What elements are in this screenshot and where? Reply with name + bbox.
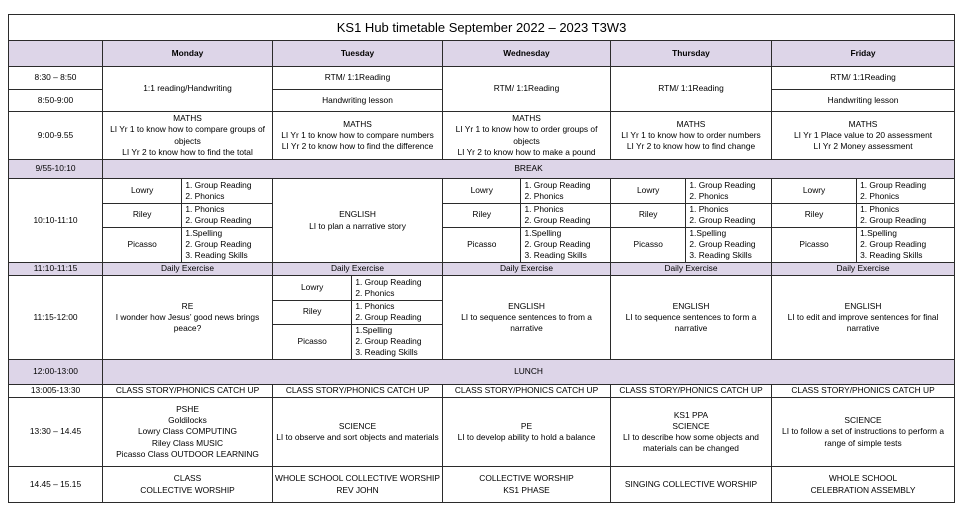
objective: LI to plan a narrative story bbox=[309, 220, 406, 231]
time-slot: 13:30 – 14.45 bbox=[9, 398, 103, 467]
group-activities: 1.Spelling 2. Group Reading 3. Reading Skills bbox=[185, 228, 252, 261]
english-friday bbox=[772, 276, 955, 360]
objective: LI Yr 2 to know how to find the total bbox=[122, 146, 253, 157]
group-table bbox=[772, 179, 954, 262]
worship-monday: CLASS COLLECTIVE WORSHIP bbox=[103, 467, 273, 503]
subject-label: MATHS bbox=[512, 113, 541, 124]
group-label-picasso: Picasso bbox=[103, 227, 182, 262]
group-activities: 1. Phonics 2. Group Reading bbox=[352, 300, 442, 324]
worship-tuesday: WHOLE SCHOOL COLLECTIVE WORSHIP REV JOHN bbox=[273, 467, 443, 503]
group-activities: 1. Group Reading 2. Phonics bbox=[857, 179, 954, 203]
worship-friday: WHOLE SCHOOL CELEBRATION ASSEMBLY bbox=[772, 467, 955, 503]
afternoon-wednesday bbox=[443, 398, 611, 467]
subject-label: RE bbox=[181, 300, 194, 311]
time-slot: 10:10-11:10 bbox=[9, 179, 103, 263]
subject-label: MATHS bbox=[848, 118, 878, 129]
group-table bbox=[103, 179, 272, 262]
group-label-lowry: Lowry bbox=[443, 179, 521, 203]
time-slot: 11:10-11:15 bbox=[9, 263, 103, 276]
group-activities: 1.Spelling 2. Group Reading 3. Reading Skills bbox=[689, 228, 756, 261]
worship-thursday: SINGING COLLECTIVE WORSHIP bbox=[611, 467, 772, 503]
groups-friday bbox=[772, 179, 955, 263]
timetable-title: KS1 Hub timetable September 2022 – 2023 T3W3 bbox=[9, 15, 955, 41]
objective: LI to sequence sentences to from a narrative bbox=[461, 311, 592, 334]
early-tuesday-1: RTM/ 1:1Reading bbox=[273, 67, 443, 90]
english-tuesday bbox=[273, 179, 443, 263]
objective: LI to describe how some objects and materials can be changed bbox=[623, 432, 759, 454]
story-thursday: CLASS STORY/PHONICS CATCH UP bbox=[611, 385, 772, 398]
time-slot: 11:15-12:00 bbox=[9, 276, 103, 360]
subject-label: MATHS bbox=[676, 118, 706, 129]
group-activities: 1. Group Reading 2. Phonics bbox=[686, 179, 771, 203]
objective: I wonder how Jesus’ good news brings peace? bbox=[115, 311, 260, 334]
objective: LI Yr 2 to know how to make a pound bbox=[457, 146, 596, 157]
subject-label: ENGLISH bbox=[672, 300, 710, 311]
early-monday: 1:1 reading/Handwriting bbox=[103, 67, 273, 112]
early-wednesday: RTM/ 1:1Reading bbox=[443, 67, 611, 112]
group-label-picasso: Picasso bbox=[772, 227, 857, 262]
early-friday-1: RTM/ 1:1Reading bbox=[772, 67, 955, 90]
groups-monday bbox=[103, 179, 273, 263]
group-label-lowry: Lowry bbox=[611, 179, 686, 203]
objective: LI to follow a set of instructions to perform a range of simple tests bbox=[782, 426, 945, 448]
story-monday: CLASS STORY/PHONICS CATCH UP bbox=[103, 385, 273, 398]
break-row: BREAK bbox=[103, 160, 955, 179]
maths-thursday bbox=[611, 112, 772, 160]
afternoon-thursday: KS1 PPA SCIENCE LI to describe how some objects and materials can be changed bbox=[611, 398, 772, 467]
time-slot: 9/55-10:10 bbox=[9, 160, 103, 179]
worship-wednesday: COLLECTIVE WORSHIP KS1 PHASE bbox=[443, 467, 611, 503]
group-activities: 1. Phonics 2. Group Reading bbox=[686, 203, 771, 227]
english-wednesday bbox=[443, 276, 611, 360]
objective: LI to observe and sort objects and materials bbox=[276, 432, 439, 442]
group-table bbox=[611, 179, 771, 262]
groups-thursday bbox=[611, 179, 772, 263]
objective: LI Yr 1 Place value to 20 assessment bbox=[793, 129, 933, 140]
objective: LI Yr 1 to know how to order groups of objects bbox=[455, 124, 598, 146]
subject-label: PE bbox=[520, 420, 533, 431]
exercise-thursday: Daily Exercise bbox=[611, 263, 772, 276]
maths-tuesday bbox=[273, 112, 443, 160]
time-slot: 8:50-9:00 bbox=[9, 90, 103, 112]
early-friday-2: Handwriting lesson bbox=[772, 90, 955, 112]
objective: LI to edit and improve sentences for final narrative bbox=[787, 311, 939, 334]
groups-wednesday bbox=[443, 179, 611, 263]
objective: LI Yr 1 to know how to compare numbers bbox=[281, 129, 434, 140]
subject-label: MATHS bbox=[173, 113, 202, 124]
afternoon-tuesday bbox=[273, 398, 443, 467]
objective: LI Yr 1 to know how to order numbers bbox=[621, 129, 761, 140]
exercise-friday: Daily Exercise bbox=[772, 263, 955, 276]
english-thursday bbox=[611, 276, 772, 360]
maths-wednesday bbox=[443, 112, 611, 160]
afternoon-monday: PSHE Goldilocks Lowry Class COMPUTING Riley Class MUSIC Picasso Class OUTDOOR LEARNING bbox=[103, 398, 273, 467]
subject-label: KS1 PPA bbox=[673, 409, 709, 420]
group-label-picasso: Picasso bbox=[611, 227, 686, 262]
group-label-riley: Riley bbox=[772, 203, 857, 227]
objective: LI Yr 2 to know how to find change bbox=[626, 141, 756, 152]
objective: LI Yr 1 to know how to compare groups of objects bbox=[110, 124, 265, 146]
objective: LI Yr 2 Money assessment bbox=[813, 141, 913, 152]
maths-monday bbox=[103, 112, 273, 160]
early-tuesday-2: Handwriting lesson bbox=[273, 90, 443, 112]
objective: LI to develop ability to hold a balance bbox=[457, 432, 596, 442]
group-label-riley: Riley bbox=[273, 300, 352, 324]
group-label-lowry: Lowry bbox=[273, 276, 352, 300]
groups-tuesday bbox=[273, 276, 443, 360]
objective: LI Yr 2 to know how to find the difference bbox=[281, 141, 434, 152]
day-header-tuesday: Tuesday bbox=[273, 41, 443, 67]
group-label-riley: Riley bbox=[103, 203, 182, 227]
group-table bbox=[443, 179, 610, 262]
re-monday bbox=[103, 276, 273, 360]
time-slot: 13:005-13:30 bbox=[9, 385, 103, 398]
time-header bbox=[9, 41, 103, 67]
subject-label: ENGLISH bbox=[844, 300, 882, 311]
subject-label: MATHS bbox=[343, 118, 372, 129]
group-activities: 1. Phonics 2. Group Reading bbox=[521, 203, 610, 227]
day-header-thursday: Thursday bbox=[611, 41, 772, 67]
story-tuesday: CLASS STORY/PHONICS CATCH UP bbox=[273, 385, 443, 398]
story-friday: CLASS STORY/PHONICS CATCH UP bbox=[772, 385, 955, 398]
exercise-monday: Daily Exercise bbox=[103, 263, 273, 276]
story-wednesday: CLASS STORY/PHONICS CATCH UP bbox=[443, 385, 611, 398]
subject-label: PSHE bbox=[176, 404, 199, 415]
timetable-container bbox=[8, 14, 954, 503]
early-thursday: RTM/ 1:1Reading bbox=[611, 67, 772, 112]
time-slot: 14.45 – 15.15 bbox=[9, 467, 103, 503]
group-activities: 1. Group Reading 2. Phonics bbox=[352, 276, 442, 300]
time-slot: 9:00-9.55 bbox=[9, 112, 103, 160]
day-header-wednesday: Wednesday bbox=[443, 41, 611, 67]
group-label-lowry: Lowry bbox=[772, 179, 857, 203]
group-activities: 1. Phonics 2. Group Reading bbox=[182, 203, 272, 227]
subject-label: ENGLISH bbox=[339, 209, 376, 220]
group-label-riley: Riley bbox=[443, 203, 521, 227]
group-activities: 1.Spelling 2. Group Reading 3. Reading Skills bbox=[860, 228, 927, 261]
time-slot: 8:30 – 8:50 bbox=[9, 67, 103, 90]
group-label-picasso: Picasso bbox=[273, 324, 352, 359]
exercise-tuesday: Daily Exercise bbox=[273, 263, 443, 276]
group-activities: 1.Spelling 2. Group Reading 3. Reading Skills bbox=[355, 325, 422, 358]
group-label-picasso: Picasso bbox=[443, 227, 521, 262]
exercise-wednesday: Daily Exercise bbox=[443, 263, 611, 276]
group-activities: 1. Phonics 2. Group Reading bbox=[857, 203, 954, 227]
subject-label: SCIENCE bbox=[844, 415, 882, 426]
afternoon-friday bbox=[772, 398, 955, 467]
day-header-monday: Monday bbox=[103, 41, 273, 67]
group-activities: 1.Spelling 2. Group Reading 3. Reading Skills bbox=[524, 228, 591, 261]
group-label-lowry: Lowry bbox=[103, 179, 182, 203]
day-header-friday: Friday bbox=[772, 41, 955, 67]
lunch-row: LUNCH bbox=[103, 360, 955, 385]
group-table bbox=[273, 276, 442, 359]
subject-label: ENGLISH bbox=[508, 300, 545, 311]
subject-label: SCIENCE bbox=[338, 420, 377, 431]
objective: LI to sequence sentences to form a narrative bbox=[625, 311, 757, 334]
timetable bbox=[8, 14, 955, 503]
group-label-riley: Riley bbox=[611, 203, 686, 227]
time-slot: 12:00-13:00 bbox=[9, 360, 103, 385]
group-activities: 1. Group Reading 2. Phonics bbox=[521, 179, 610, 203]
maths-friday bbox=[772, 112, 955, 160]
group-activities: 1. Group Reading 2. Phonics bbox=[182, 179, 272, 203]
